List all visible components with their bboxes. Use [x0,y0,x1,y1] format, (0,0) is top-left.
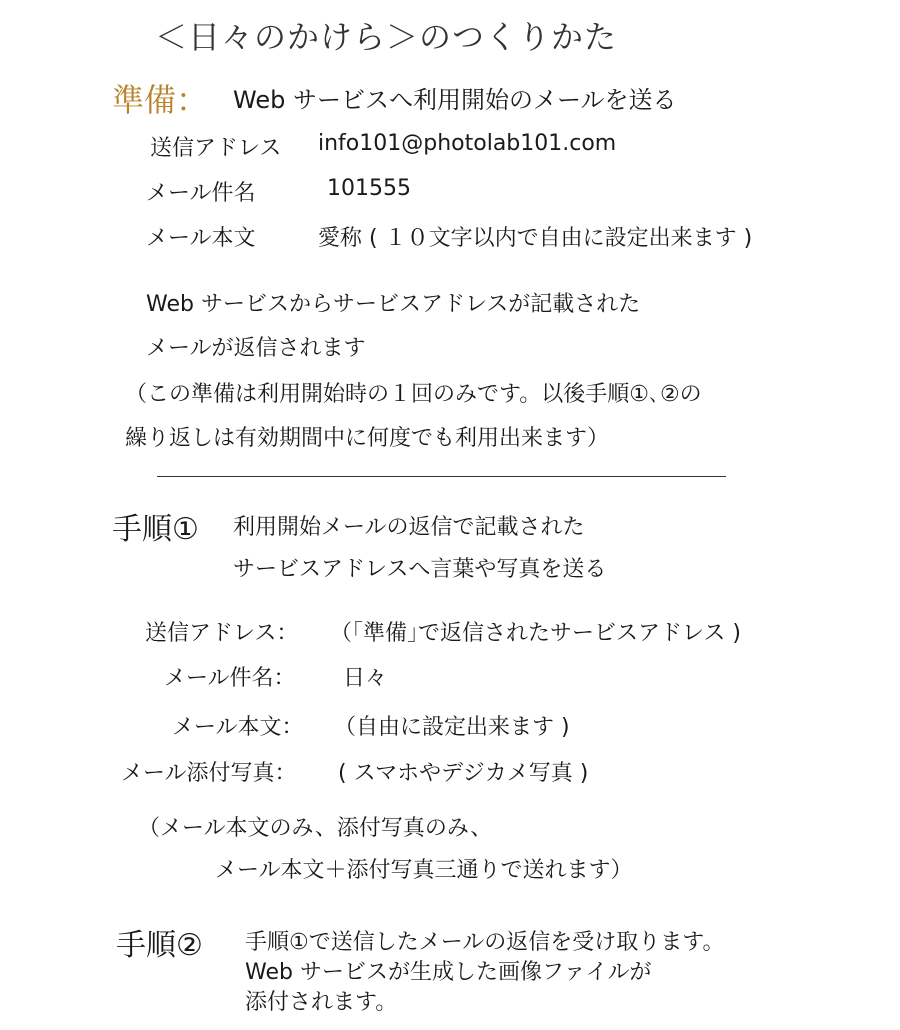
step2-line-2: Web サービスが生成した画像ファイルが [245,960,652,985]
prep-subject-label: メール件名 [146,181,256,206]
prep-subject-value: 101555 [327,176,411,201]
page-title: ＜日々のかけら＞のつくりかた [155,18,618,56]
step1-attachment-value: ( スマホやデジカメ写真 ) [338,761,589,786]
step1-lead-line-2: サービスアドレスへ言葉や写真を送る [233,557,607,582]
prep-lead: Web サービスへ利用開始のメールを送る [233,86,677,114]
step1-attachment-label: メール添付写真： [121,761,297,786]
prep-heading: 準備： [112,81,209,119]
prep-address-label: 送信アドレス [150,136,282,161]
prep-reply-line-2: メールが返信されます [146,336,366,361]
prep-body-value: 愛称 ( １０文字以内で自由に設定出来ます ) [318,226,753,251]
step1-address-value: （｢準備｣で返信されたサービスアドレス ) [330,621,741,646]
step1-note-line-2: メール本文＋添付写真三通りで送れます） [215,858,633,883]
step1-body-value: （自由に設定出来ます ) [334,715,570,740]
prep-body-label: メール本文 [146,226,256,251]
step1-body-label: メール本文： [172,715,304,740]
prep-address-value: info101@photolab101.com [318,131,617,156]
step1-lead-line-1: 利用開始メールの返信で記載された [233,515,585,540]
step1-subject-label: メール件名： [164,666,296,691]
step1-address-label: 送信アドレス： [145,621,299,646]
prep-reply-line-1: Web サービスからサービスアドレスが記載された [146,292,641,317]
section-divider [157,476,726,477]
step1-heading: 手順① [112,512,199,547]
step2-heading: 手順② [116,928,203,963]
prep-note-line-1: （この準備は利用開始時の１回のみです。以後手順①､②の [125,382,702,407]
step2-line-3: 添付されます。 [245,990,398,1015]
step2-line-1: 手順①で送信したメールの返信を受け取ります。 [245,930,725,955]
step1-subject-value: 日々 [343,666,388,691]
step1-note-line-1: （メール本文のみ、添付写真のみ、 [138,816,493,841]
prep-note-line-2: 繰り返しは有効期間中に何度でも利用出来ます） [125,426,610,451]
